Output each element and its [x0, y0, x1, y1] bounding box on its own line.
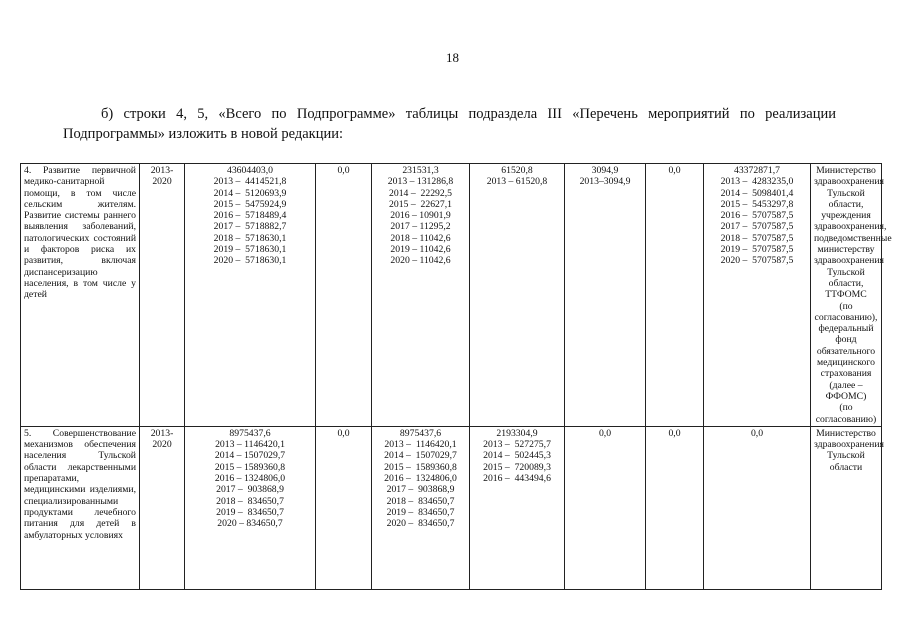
- value-line: 2020 – 834650,7: [217, 518, 283, 530]
- table-row: [21, 164, 882, 427]
- value-line: 8975437,6: [229, 427, 271, 439]
- executor-line: (по согласованию),: [814, 300, 878, 323]
- measure-name-cell: 5. Совершенствование механизмов обеспечения населения Тульской области лекарственными препаратами, медицинскими изделиями, специализированными продуктами лечебного питания для детей в амбулаторных условиях: [21, 426, 140, 589]
- value-line: 2016 – 1324806,0: [384, 473, 457, 485]
- value-line: 43372871,7: [733, 165, 780, 176]
- executor-line: здравоохранения: [814, 255, 884, 267]
- value-line: 2019 – 834650,7: [216, 506, 284, 518]
- federal-budget-cell: 0,0: [316, 164, 372, 427]
- value-line: 2014 – 1507029,7: [214, 450, 286, 462]
- value-line: 2014 – 22292,5: [389, 187, 452, 199]
- period-start: 2013-: [150, 165, 174, 176]
- value-line: 2016 – 5707587,5: [720, 210, 794, 222]
- value-line: 2015 – 1589360,8: [214, 461, 286, 473]
- value-line: 2019 – 5718630,1: [213, 244, 287, 256]
- executor-line: подведомственные: [814, 232, 892, 244]
- value-line: 231531,3: [402, 165, 439, 176]
- value-line: 2193304,9: [496, 427, 538, 439]
- value-line: 2018 – 5718630,1: [213, 232, 287, 244]
- executor-line: страхования: [820, 368, 872, 380]
- executor-line: здравоохранения: [814, 176, 884, 188]
- executor-line: федеральный фонд: [818, 323, 874, 346]
- value-line: 2013 – 1146420,1: [384, 439, 457, 451]
- executor-line: Министерство: [816, 165, 876, 176]
- period-end: 2020: [152, 439, 172, 451]
- value-line: 2017 – 11295,2: [390, 221, 451, 233]
- value-line: 2013 – 131286,8: [387, 176, 454, 188]
- budget-column-4-cell: [470, 164, 565, 427]
- value-line: 2020 – 5707587,5: [720, 255, 794, 267]
- budget-column-5-cell: [565, 164, 646, 427]
- executor-line: Тульской области,: [827, 187, 865, 210]
- value-line: 61520,8: [501, 165, 533, 176]
- value-line: 2013 – 4283235,0: [720, 176, 794, 188]
- value-line: 2016 – 10901,9: [390, 210, 451, 222]
- value-line: 2017 – 5718882,7: [213, 221, 287, 233]
- value-line: 2015 – 1589360,8: [384, 461, 457, 473]
- value-line: 2020 – 834650,7: [386, 518, 455, 530]
- value-line: 2019 – 5707587,5: [720, 244, 794, 256]
- budget-column-4-cell: [470, 426, 565, 589]
- value-line: 2016 – 1324806,0: [214, 473, 286, 485]
- executor-line: Министерство: [816, 427, 876, 439]
- executor-cell: [811, 164, 892, 427]
- executor-line: ТТФОМС: [825, 289, 867, 301]
- value-line: 2013 – 4414521,8: [213, 176, 287, 188]
- value-line: 8975437,6: [399, 427, 442, 439]
- page-number: 18: [446, 50, 459, 65]
- regional-budget-cell: [372, 164, 470, 427]
- value-line: 2015 – 5475924,9: [213, 198, 287, 210]
- period-cell: [140, 426, 185, 589]
- period-start: 2013-: [150, 427, 174, 439]
- executor-line: учреждения: [821, 210, 871, 222]
- value-line: 2013 – 527275,7: [483, 439, 551, 451]
- executor-line: Тульской области,: [827, 266, 865, 289]
- total-funding-cell: [185, 426, 316, 589]
- value-line: 2013 – 1146420,1: [215, 439, 285, 451]
- budget-column-6-cell: 0,0: [646, 164, 704, 427]
- value-line: 2016 – 5718489,4: [213, 210, 287, 222]
- executor-cell: [811, 426, 882, 589]
- value-line: 43604403,0: [226, 165, 273, 176]
- executor-line: министерству: [817, 244, 875, 256]
- budget-column-6-cell: 0,0: [646, 426, 704, 589]
- budget-column-5-cell: 0,0: [565, 426, 646, 589]
- program-measures-table: [20, 163, 892, 590]
- value-line: 2018 – 5707587,5: [720, 232, 794, 244]
- value-line: 2018 – 834650,7: [216, 495, 284, 507]
- value-line: 2015 – 22627,1: [389, 198, 452, 210]
- executor-line: (далее – ФФОМС): [825, 379, 867, 402]
- measure-name-cell: 4. Развитие первичной медико-санитарной помощи, в том числе сельским жителям. Развитие системы раннего выявления заболеваний, патологических состояний и факторов риска их развития, включая диспансеризацию населения, в том числе у детей: [21, 164, 140, 427]
- value-line: 2019 – 834650,7: [386, 506, 455, 518]
- total-funding-cell: [185, 164, 316, 427]
- executor-line: (по согласованию): [815, 402, 877, 425]
- table-row: [21, 426, 882, 589]
- value-line: 2014 – 502445,3: [483, 450, 551, 462]
- value-line: 2014 – 5120693,9: [213, 187, 287, 199]
- intro-paragraph: б) строки 4, 5, «Всего по Подпрограмме» таблицы подраздела III «Перечень мероприятий по реализации Подпрограммы» изложить в новой редакции:: [63, 106, 836, 142]
- value-line: 2018 – 11042,6: [390, 232, 451, 244]
- regional-budget-cell: [372, 426, 470, 589]
- value-line: 2017 – 5707587,5: [720, 221, 794, 233]
- value-line: 2017 – 903868,9: [216, 484, 284, 496]
- value-line: 2020 – 5718630,1: [213, 255, 287, 267]
- value-line: 2014 – 1507029,7: [384, 450, 457, 462]
- executor-line: обязательного: [816, 345, 876, 357]
- budget-column-7-cell: 0,0: [704, 426, 811, 589]
- value-line: 2020 – 11042,6: [390, 255, 451, 267]
- value-line: 2014 – 5098401,4: [720, 187, 794, 199]
- value-line: 2017 – 903868,9: [386, 484, 455, 496]
- executor-line: здравоохранения,: [814, 221, 887, 233]
- value-line: 3094,9: [591, 165, 619, 176]
- value-line: 2013–3094,9: [579, 176, 631, 188]
- executor-line: Тульской области: [827, 450, 865, 473]
- period-end: 2020: [152, 176, 172, 188]
- federal-budget-cell: 0,0: [316, 426, 372, 589]
- value-line: 2019 – 11042,6: [390, 244, 451, 256]
- executor-line: здравоохранения: [814, 439, 884, 451]
- value-line: 2013 – 61520,8: [486, 176, 548, 188]
- executor-line: медицинского: [817, 357, 875, 369]
- value-line: 2016 – 443494,6: [483, 473, 551, 485]
- period-cell: [140, 164, 185, 427]
- value-line: 2015 – 720089,3: [483, 461, 551, 473]
- value-line: 2018 – 834650,7: [386, 495, 455, 507]
- budget-column-7-cell: [704, 164, 811, 427]
- value-line: 2015 – 5453297,8: [720, 198, 794, 210]
